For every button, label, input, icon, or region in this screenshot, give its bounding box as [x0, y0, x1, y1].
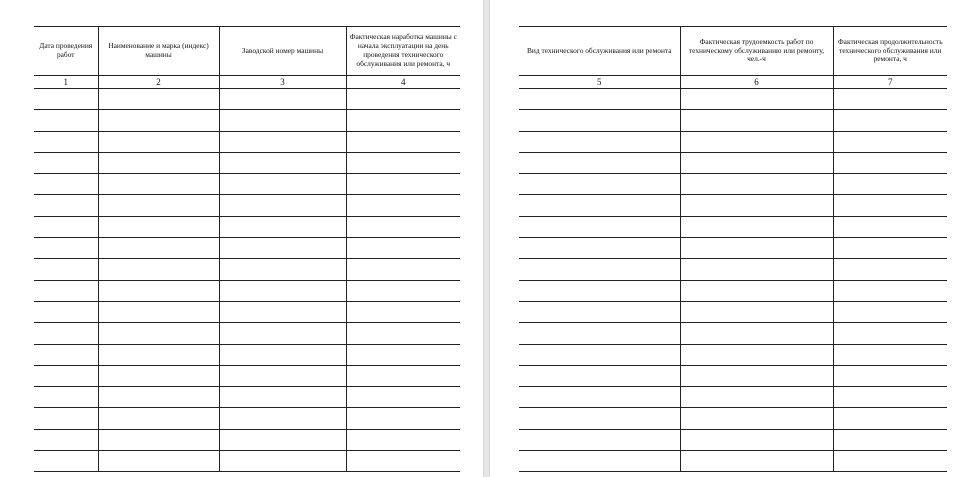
table-row [519, 89, 947, 110]
table-cell [680, 323, 833, 344]
table-row [34, 110, 460, 131]
table-cell [98, 259, 219, 280]
table-cell [98, 131, 219, 152]
table-cell [833, 131, 947, 152]
table-cell [833, 344, 947, 365]
table-cell [98, 323, 219, 344]
column-number: 1 [34, 76, 98, 89]
table-cell [98, 89, 219, 110]
table-cell [98, 451, 219, 472]
table-cell [34, 429, 98, 450]
table-cell [219, 365, 346, 386]
table-cell [680, 174, 833, 195]
table-row [519, 152, 947, 173]
table-cell [346, 89, 460, 110]
column-header: Фактическая продолжительность технического обслуживания или ремонта, ч [833, 27, 947, 76]
table-cell [346, 451, 460, 472]
table-cell [34, 259, 98, 280]
header-row [34, 27, 460, 76]
table-cell [519, 110, 680, 131]
column-header: Наименование и марка (индекс) машины [98, 27, 219, 76]
table-cell [34, 89, 98, 110]
table-row [34, 280, 460, 301]
table-cell [519, 365, 680, 386]
table-row [519, 174, 947, 195]
table-cell [346, 280, 460, 301]
table-row [519, 259, 947, 280]
column-number-row [519, 76, 947, 89]
table-cell [680, 110, 833, 131]
table-cell [219, 301, 346, 322]
table-row [34, 152, 460, 173]
table-cell [219, 238, 346, 259]
table-cell [34, 280, 98, 301]
table-cell [680, 89, 833, 110]
table-cell [680, 131, 833, 152]
right-table-body [519, 89, 947, 472]
table-cell [34, 131, 98, 152]
table-cell [98, 408, 219, 429]
table-cell [519, 451, 680, 472]
column-number: 3 [219, 76, 346, 89]
table-cell [519, 216, 680, 237]
table-cell [346, 195, 460, 216]
table-cell [219, 408, 346, 429]
table-cell [34, 216, 98, 237]
table-cell [34, 174, 98, 195]
table-cell [833, 387, 947, 408]
table-cell [680, 429, 833, 450]
table-row [519, 323, 947, 344]
table-row [519, 387, 947, 408]
column-number: 7 [833, 76, 947, 89]
table-row [34, 238, 460, 259]
table-cell [519, 408, 680, 429]
table-cell [833, 174, 947, 195]
table-cell [346, 152, 460, 173]
table-cell [219, 323, 346, 344]
table-cell [519, 174, 680, 195]
table-cell [219, 216, 346, 237]
table-cell [519, 238, 680, 259]
table-cell [219, 429, 346, 450]
table-cell [833, 451, 947, 472]
table-cell [833, 152, 947, 173]
table-cell [34, 365, 98, 386]
table-row [519, 301, 947, 322]
table-cell [680, 451, 833, 472]
table-cell [98, 238, 219, 259]
table-cell [346, 238, 460, 259]
table-cell [680, 301, 833, 322]
table-cell [219, 451, 346, 472]
table-cell [519, 152, 680, 173]
table-cell [519, 280, 680, 301]
right-log-table [519, 26, 947, 472]
table-row [34, 451, 460, 472]
table-cell [833, 216, 947, 237]
table-cell [98, 216, 219, 237]
table-cell [833, 259, 947, 280]
table-cell [346, 110, 460, 131]
left-page [0, 0, 483, 477]
table-cell [519, 195, 680, 216]
table-cell [833, 429, 947, 450]
left-log-table [34, 26, 460, 472]
table-cell [98, 174, 219, 195]
column-number: 2 [98, 76, 219, 89]
table-cell [519, 429, 680, 450]
table-cell [833, 238, 947, 259]
table-cell [680, 365, 833, 386]
table-cell [98, 110, 219, 131]
table-row [34, 387, 460, 408]
right-page [490, 0, 977, 477]
table-row [34, 344, 460, 365]
table-row [34, 89, 460, 110]
table-cell [680, 238, 833, 259]
table-cell [680, 259, 833, 280]
table-cell [833, 195, 947, 216]
table-cell [833, 323, 947, 344]
table-cell [34, 110, 98, 131]
table-cell [98, 152, 219, 173]
table-row [34, 301, 460, 322]
table-cell [346, 259, 460, 280]
table-cell [219, 344, 346, 365]
table-cell [680, 408, 833, 429]
table-row [519, 365, 947, 386]
table-cell [98, 429, 219, 450]
table-cell [98, 301, 219, 322]
table-cell [98, 280, 219, 301]
table-cell [98, 195, 219, 216]
table-cell [346, 429, 460, 450]
table-cell [519, 323, 680, 344]
table-row [34, 131, 460, 152]
table-cell [219, 280, 346, 301]
table-cell [219, 259, 346, 280]
table-cell [34, 344, 98, 365]
column-number: 5 [519, 76, 680, 89]
table-row [519, 280, 947, 301]
table-cell [34, 387, 98, 408]
table-cell [34, 301, 98, 322]
table-cell [833, 365, 947, 386]
table-cell [519, 259, 680, 280]
table-row [519, 238, 947, 259]
table-cell [98, 387, 219, 408]
table-cell [34, 238, 98, 259]
table-cell [34, 152, 98, 173]
table-cell [833, 408, 947, 429]
table-row [519, 451, 947, 472]
table-row [519, 195, 947, 216]
table-cell [346, 387, 460, 408]
table-cell [98, 344, 219, 365]
table-cell [346, 344, 460, 365]
table-cell [519, 131, 680, 152]
table-row [519, 216, 947, 237]
column-header: Фактическая трудоемкость работ по техническому обслуживанию или ремонту, чел.-ч [680, 27, 833, 76]
table-cell [680, 387, 833, 408]
table-cell [833, 110, 947, 131]
table-cell [219, 152, 346, 173]
table-cell [519, 301, 680, 322]
table-row [34, 429, 460, 450]
column-header: Заводской номер машины [219, 27, 346, 76]
table-row [34, 365, 460, 386]
table-row [34, 195, 460, 216]
table-cell [680, 216, 833, 237]
table-row [34, 216, 460, 237]
table-row [519, 110, 947, 131]
table-cell [34, 408, 98, 429]
column-header: Фактическая наработка машины с начала эксплуатации на день проведения технического обслуживания или ремонта, ч [346, 27, 460, 76]
table-cell [680, 344, 833, 365]
table-cell [219, 131, 346, 152]
table-cell [519, 387, 680, 408]
table-cell [34, 195, 98, 216]
table-row [34, 259, 460, 280]
table-row [34, 174, 460, 195]
column-number: 6 [680, 76, 833, 89]
header-row [519, 27, 947, 76]
table-cell [346, 323, 460, 344]
table-cell [219, 195, 346, 216]
column-number-row [34, 76, 460, 89]
table-row [519, 429, 947, 450]
table-cell [219, 89, 346, 110]
table-cell [346, 131, 460, 152]
table-cell [833, 301, 947, 322]
left-table-body [34, 89, 460, 472]
table-cell [219, 387, 346, 408]
table-cell [833, 280, 947, 301]
table-row [34, 323, 460, 344]
column-number: 4 [346, 76, 460, 89]
table-row [519, 408, 947, 429]
column-header: Дата проведения работ [34, 27, 98, 76]
table-cell [680, 280, 833, 301]
table-cell [346, 174, 460, 195]
table-cell [346, 408, 460, 429]
table-cell [219, 110, 346, 131]
table-cell [98, 365, 219, 386]
table-cell [219, 174, 346, 195]
table-row [519, 344, 947, 365]
column-header: Вид технического обслуживания или ремонта [519, 27, 680, 76]
table-cell [346, 216, 460, 237]
table-row [34, 408, 460, 429]
table-row [519, 131, 947, 152]
table-cell [680, 152, 833, 173]
table-cell [519, 344, 680, 365]
table-cell [34, 451, 98, 472]
table-cell [34, 323, 98, 344]
table-cell [680, 195, 833, 216]
table-cell [519, 89, 680, 110]
table-cell [346, 365, 460, 386]
table-cell [346, 301, 460, 322]
table-cell [833, 89, 947, 110]
